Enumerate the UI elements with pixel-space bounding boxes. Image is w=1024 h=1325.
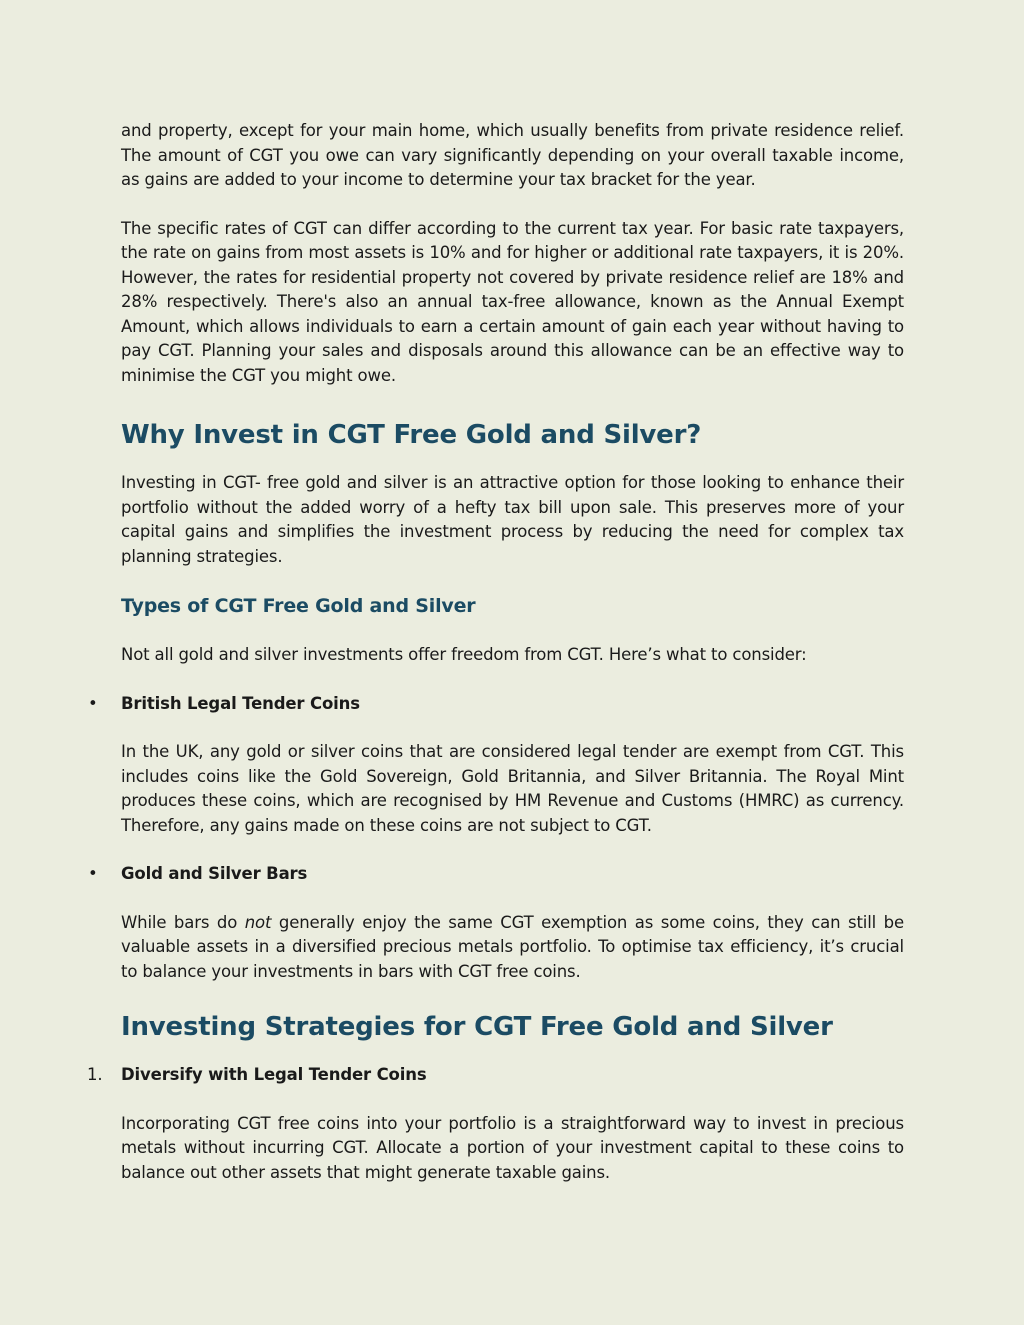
document-content	[87, 119, 904, 1185]
bullet-marker: •	[88, 693, 98, 713]
paragraph-diversify: Incorporating CGT free coins into your portfolio is a straightforward way to invest in precious metals without incurring CGT. Allocate a portion of your investment capital to these coins to balance out other assets that might generate taxable gains.	[121, 1113, 904, 1182]
bullet-item-bars	[88, 862, 904, 887]
numbered-label: Diversify with Legal Tender Coins	[121, 1065, 427, 1084]
bullet-label: Gold and Silver Bars	[121, 864, 308, 883]
bars-text-after: generally enjoy the same CGT exemption as some coins, they can still be valuable assets in a diversified precious metals portfolio. To optimise tax efficiency, it’s crucial to balance your investments in bars with CGT free coins.	[121, 912, 904, 981]
bullet-marker: •	[88, 864, 98, 883]
numbered-item-1	[87, 1063, 904, 1088]
bullet-item-legal-tender	[88, 692, 904, 717]
heading-strategies: Investing Strategies for CGT Free Gold and Silver	[121, 1012, 833, 1042]
paragraph-legal-tender: In the UK, any gold or silver coins that are considered legal tender are exempt from CGT. This includes coins like the Gold Sovereign, Gold Britannia, and Silver Britannia. The Royal Mint produces these coins, which are recognised by HM Revenue and Customs (HMRC) as currency. Therefore, any gains made on these coins are not subject to CGT.	[121, 742, 904, 835]
bars-emphasis: not	[244, 912, 272, 932]
paragraph-cgt-rates: The specific rates of CGT can differ according to the current tax year. For basic rate taxpayers, the rate on gains from most assets is 10% and for higher or additional rate taxpayers, it is 20%. However, the rates for residential property not covered by private residence relief are 18% and 28% respectively. There's also an annual tax-free allowance, known as the Annual Exempt Amount, which allows individuals to earn a certain amount of gain each year without having to pay CGT. Planning your sales and disposals around this allowance can be an effective way to minimise the CGT you might owe.	[121, 218, 904, 385]
heading-why-invest: Why Invest in CGT Free Gold and Silver?	[121, 420, 702, 450]
heading-types: Types of CGT Free Gold and Silver	[121, 595, 476, 617]
number-marker: 1.	[87, 1065, 103, 1084]
paragraph-why-invest: Investing in CGT- free gold and silver is an attractive option for those looking to enhance their portfolio without the added worry of a hefty tax bill upon sale. This preserves more of your capital gains and simplifies the investment process by reducing the need for complex tax planning strategies.	[121, 473, 904, 566]
paragraph-intro: and property, except for your main home, which usually benefits from private residence relief. The amount of CGT you owe can vary significantly depending on your overall taxable income, as gains are added to your income to determine your tax bracket for the year.	[121, 121, 904, 189]
bullet-label: British Legal Tender Coins	[121, 693, 360, 713]
paragraph-types-intro: Not all gold and silver investments offer freedom from CGT. Here’s what to consider:	[121, 645, 807, 664]
paragraph-bars	[121, 911, 904, 985]
bars-text-before: While bars do	[121, 912, 238, 932]
